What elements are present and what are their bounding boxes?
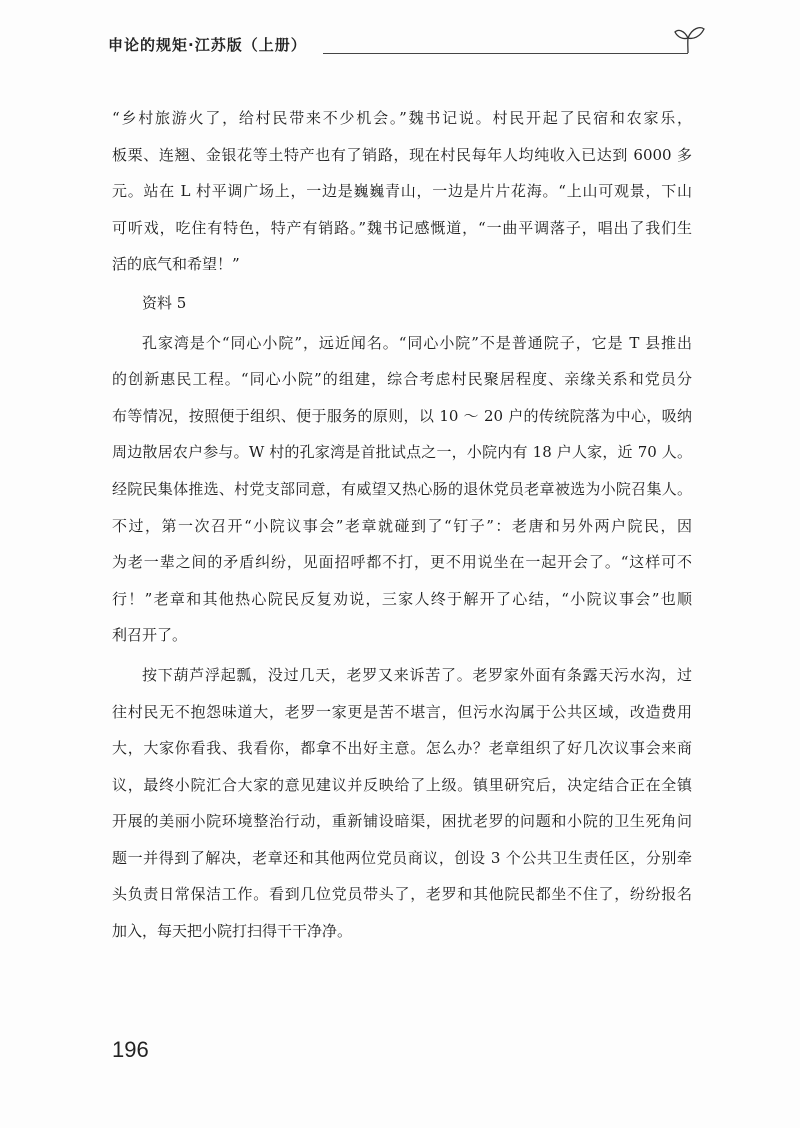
text-line: 的创新惠民工程。“同心小院”的组建，综合考虑村民聚居程度、亲缘关系和党员分 xyxy=(112,370,692,389)
text-line: 题一并得到了解决，老章还和其他两位党员商议，创设 3 个公共卫生责任区，分别牵 xyxy=(112,848,692,867)
text-line: 可听戏，吃住有特色，特产有销路。”魏书记感慨道，“一曲平调落子，唱出了我们生 xyxy=(112,218,692,237)
text-line: 按下葫芦浮起瓢，没过几天，老罗又来诉苦了。老罗家外面有条露天污水沟，过 xyxy=(142,665,692,684)
text-line: “乡村旅游火了，给村民带来不少机会。”魏书记说。村民开起了民宿和农家乐， xyxy=(112,109,692,127)
text-line: 加入，每天把小院打扫得干干净净。 xyxy=(112,922,353,941)
paragraph-3 xyxy=(112,657,692,950)
header-rule xyxy=(323,53,688,54)
text-line: 往村民无不抱怨味道大，老罗一家更是苦不堪言，但污水沟属于公共区域，改造费用 xyxy=(112,702,692,721)
paragraph-2 xyxy=(112,325,692,654)
paragraph-1 xyxy=(112,100,692,283)
text-line: 议，最终小院汇合大家的意见建议并反映给了上级。镇里研究后，决定结合正在全镇 xyxy=(112,775,692,794)
text-line: 板栗、连翘、金银花等土特产也有了销路，现在村民每年人均纯收入已达到 6000 多 xyxy=(112,145,692,164)
text-line: 元。站在 L 村平调广场上，一边是巍巍青山，一边是片片花海。“上山可观景，下山 xyxy=(112,182,692,201)
text-line: 利召开了。 xyxy=(112,626,188,645)
section-label: 资料 5 xyxy=(142,293,187,312)
page-number: 196 xyxy=(112,1037,149,1062)
text-line: 活的底气和希望！” xyxy=(112,255,240,274)
text-line: 不过，第一次召开“小院议事会”老章就碰到了“钉子”：老唐和另外两户院民，因 xyxy=(112,516,692,535)
text-line: 孔家湾是个“同心小院”，远近闻名。“同心小院”不是普通院子，它是 T 县推出 xyxy=(142,333,692,352)
text-line: 开展的美丽小院环境整治行动，重新铺设暗渠，困扰老罗的问题和小院的卫生死角问 xyxy=(112,812,692,831)
text-line: 周边散居农户参与。W 村的孔家湾是首批试点之一，小院内有 18 户人家，近 70 人。 xyxy=(112,443,692,462)
text-line: 经院民集体推选、村党支部同意，有威望又热心肠的退休党员老章被选为小院召集人。 xyxy=(112,479,692,498)
text-line: 头负责日常保洁工作。看到几位党员带头了，老罗和其他院民都坐不住了，纷纷报名 xyxy=(112,885,692,904)
text-line: 布等情况，按照便于组织、便于服务的原则，以 10 ～ 20 户的传统院落为中心，吸纳 xyxy=(112,406,692,425)
text-line: 为老一辈之间的矛盾纠纷，见面招呼都不打，更不用说坐在一起开会了。“这样可不 xyxy=(112,553,692,572)
sprout-icon xyxy=(672,24,708,56)
body-text xyxy=(112,100,692,950)
running-head-title: 申论的规矩·江苏版（上册） xyxy=(108,36,307,54)
text-line: 大，大家你看我、我看你，都拿不出好主意。怎么办？老章组织了好几次议事会来商 xyxy=(112,739,692,758)
text-line: 行！”老章和其他热心院民反复劝说，三家人终于解开了心结，“小院议事会”也顺 xyxy=(112,589,692,608)
